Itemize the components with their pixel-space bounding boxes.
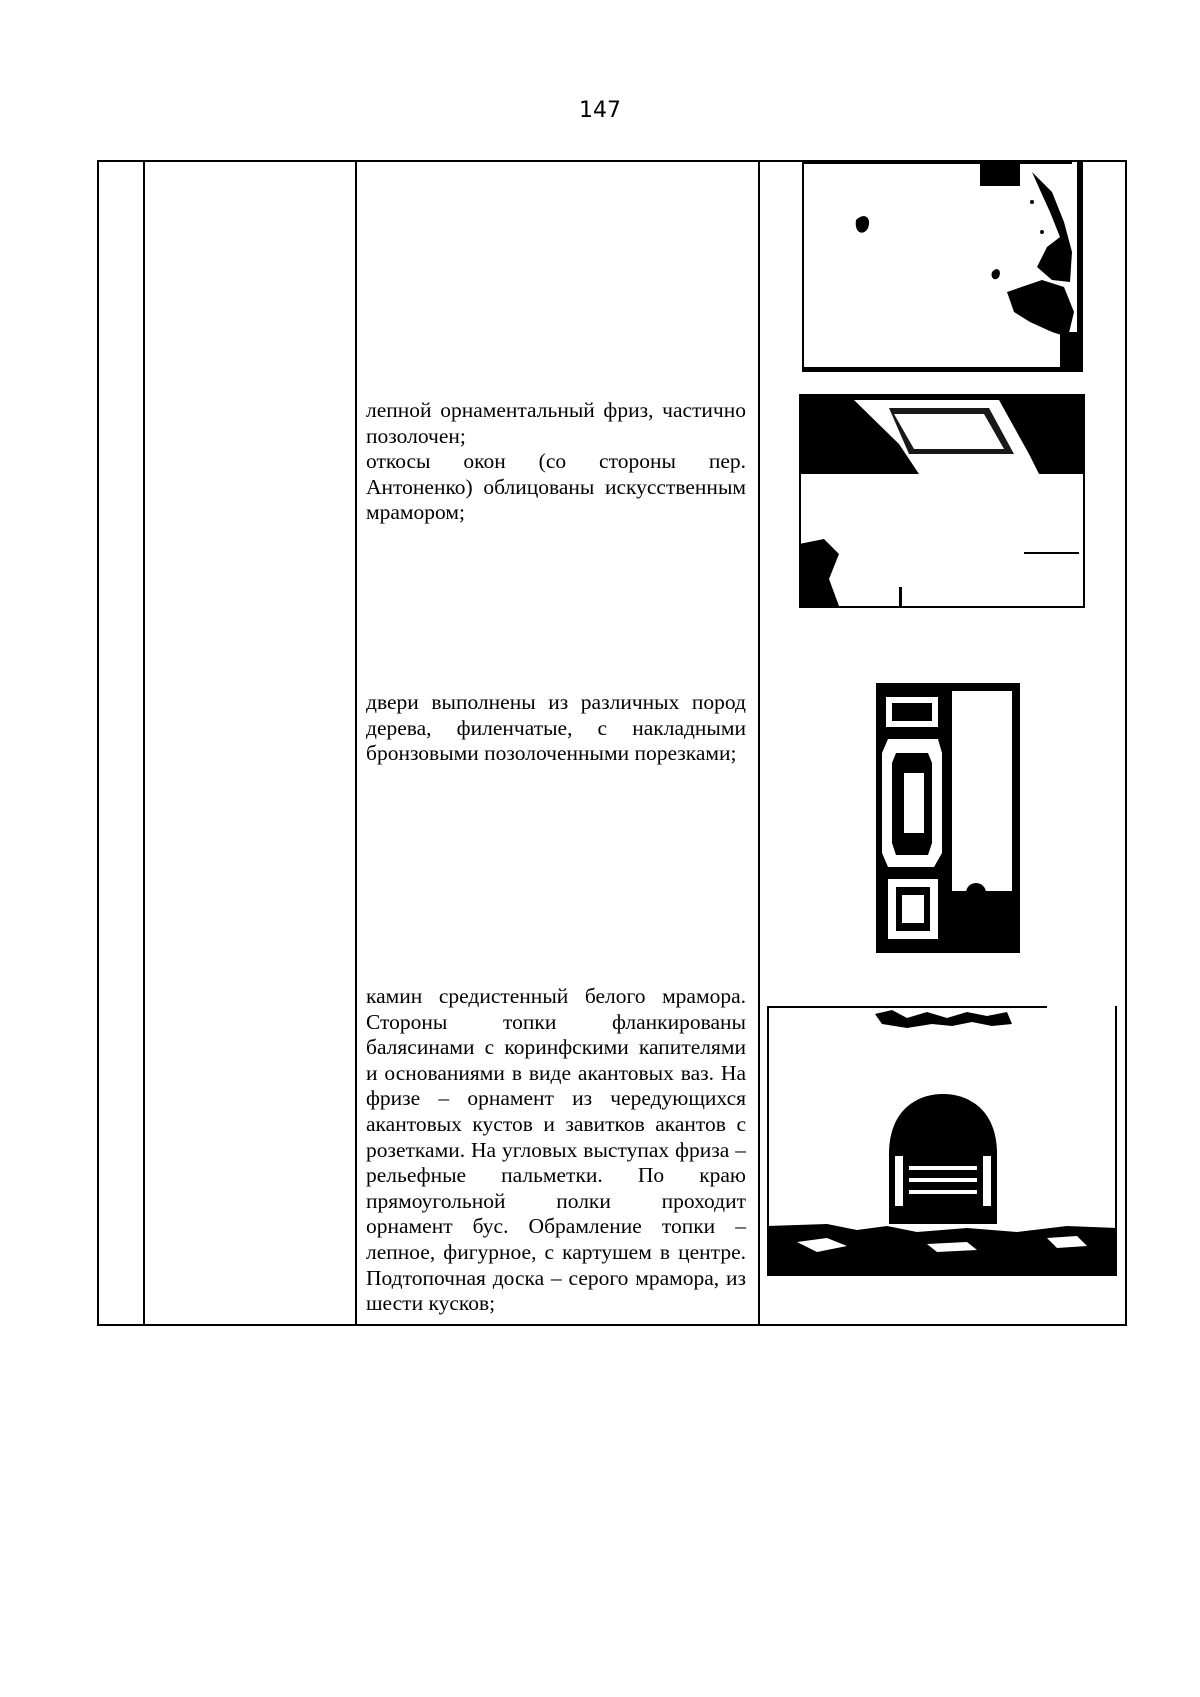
paragraph-frieze: лепной орнаментальный фриз, частично позолочен;	[366, 398, 746, 448]
paragraph-window-reveals: откосы окон (со стороны пер. Антоненко) облицованы искусственным мрамором;	[366, 449, 746, 525]
table-row-fireplace	[366, 984, 746, 1317]
paragraph-fireplace: камин средистенный белого мрамора. Стороны топки фланкированы балясинами с коринфскими капителями и основаниями в виде акантовых ваз. На фризе – орнамент из чередующихся акантовых кустов и завитков акантов с розетками. На угловых выступах фриза – рельефные пальметки. По краю прямоугольной полки проходит орнамент бус. Обрамление топки – лепное, фигурное, с картушем в центре. Подтопочная доска – серого мрамора, из шести кусков;	[366, 984, 746, 1316]
marble-fireplace-photo	[767, 1006, 1117, 1276]
column-divider	[355, 162, 357, 1324]
table-row-doors	[366, 690, 746, 767]
column-divider	[143, 162, 145, 1324]
window-reveal-photo	[799, 394, 1085, 608]
column-divider	[758, 162, 760, 1324]
paneled-door-photo	[876, 683, 1020, 953]
table-row-window-frieze	[366, 398, 746, 526]
interior-ceiling-corner-photo	[802, 162, 1083, 372]
paragraph-doors: двери выполнены из различных пород дерева, филенчатые, с накладными бронзовыми позолоченными порезками;	[366, 690, 746, 766]
page-number: 147	[579, 98, 621, 123]
